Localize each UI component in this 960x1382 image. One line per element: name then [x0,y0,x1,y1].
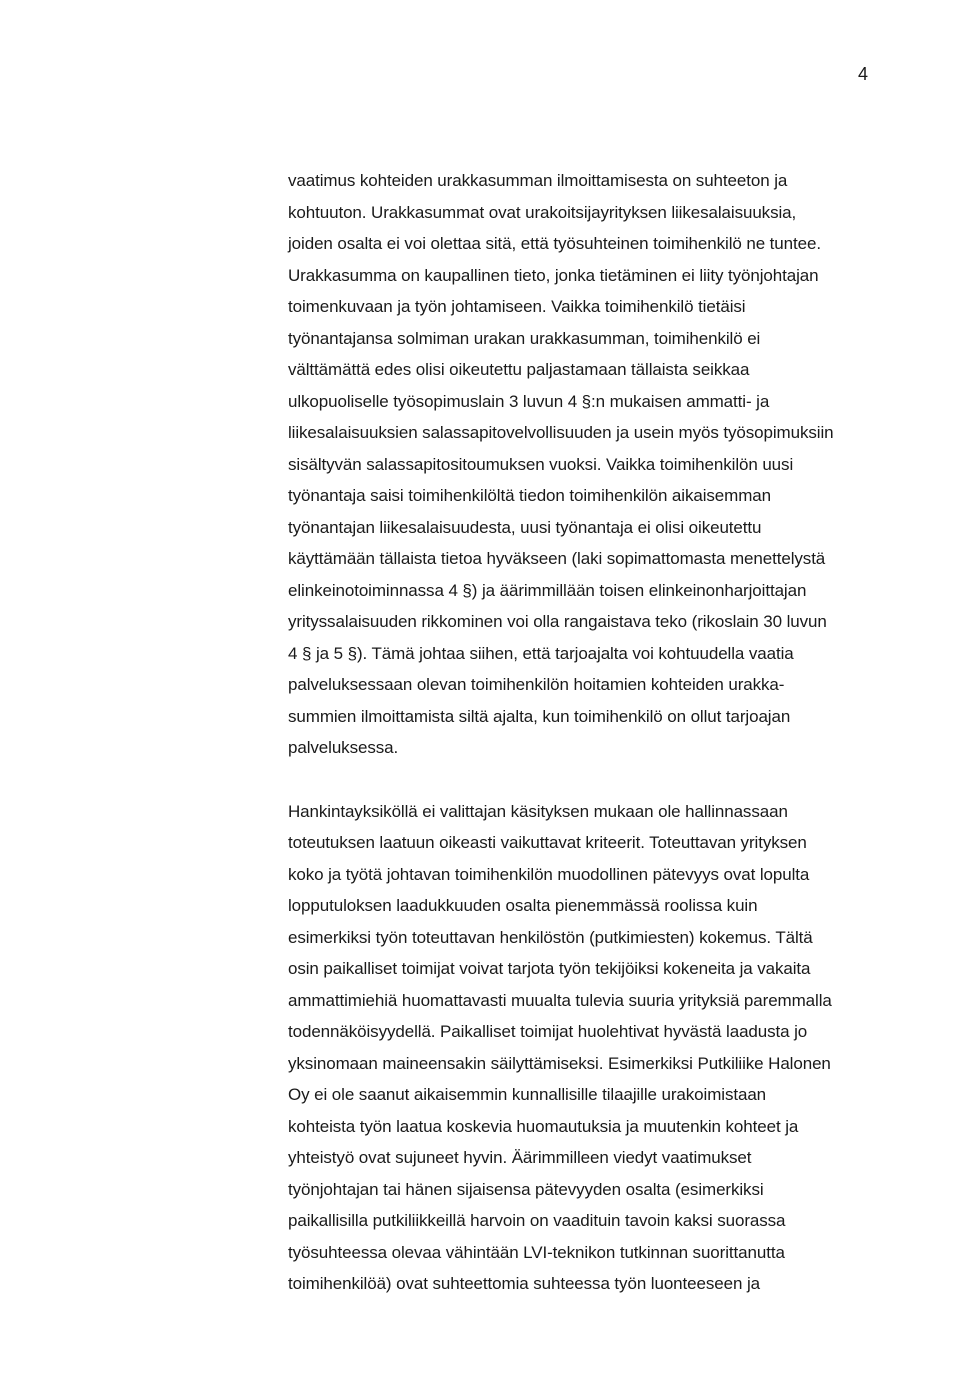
text-line: yksinomaan maineensakin säilyttämiseksi. Esimerkiksi Putkiliike Halonen [288,1053,831,1073]
text-line: kohtuuton. Urakkasummat ovat urakoitsijayrityksen liikesalaisuuksia, [288,202,797,222]
text-line: elinkeinotoiminnassa 4 §) ja äärimmillään toisen elinkeinonharjoittajan [288,580,807,600]
text-line: työsuhteessa olevaa vähintään LVI-teknikon tutkinnan suorittanutta [288,1242,785,1262]
text-line: työnantaja saisi toimihenkilöltä tiedon toimihenkilön aikaisemman [288,486,771,505]
text-line: sisältyvän salassapitositoumuksen vuoksi. Vaikka toimihenkilön uusi [288,454,794,474]
text-line: ulkopuoliselle työsopimuslain 3 luvun 4 §:n mukaisen ammatti- ja [288,391,770,411]
text-line: toimihenkilöä) ovat suhteettomia suhteessa työn luonteeseen ja [288,1274,760,1293]
text-line: 4 § ja 5 §). Tämä johtaa siihen, että tarjoajalta voi kohtuudella vaatia [288,643,794,663]
text-line: osin paikalliset toimijat voivat tarjota työn tekijöiksi kokeneita ja vakaita [288,959,811,978]
text-line: liikesalaisuuksien salassapitovelvollisuuden ja usein myös työsopimuksiin [288,423,834,442]
paragraph-1 [288,165,888,764]
text-line: työnjohtajan tai hänen sijaisensa pätevyyden osalta (esimerkiksi [288,1179,764,1199]
text-line: Hankintayksiköllä ei valittajan käsityksen mukaan ole hallinnassaan [288,801,788,821]
page-number: 4 [857,64,868,84]
text-line: ammattimiehiä huomattavasti muualta tulevia suuria yrityksiä paremmalla [288,990,832,1010]
text-line: summien ilmoittamista siltä ajalta, kun toimihenkilö on ollut tarjoajan [288,706,791,726]
document-body [288,165,888,1300]
text-line: joiden osalta ei voi olettaa sitä, että työsuhteinen toimihenkilö ne tuntee. [288,234,821,253]
text-line: työnantajansa solmiman urakan urakkasumman, toimihenkilö ei [288,328,761,348]
text-line: yhteistyö ovat sujuneet hyvin. Äärimmilleen viedyt vaatimukset [288,1148,752,1167]
text-line: todennäköisyydellä. Paikalliset toimijat huolehtivat hyvästä laadusta jo [288,1022,808,1041]
text-line: vaatimus kohteiden urakkasumman ilmoittamisesta on suhteeton ja [288,171,788,190]
text-line: Urakkasumma on kaupallinen tieto, jonka tietäminen ei liity työnjohtajan [288,265,819,285]
text-line: kohteista työn laatua koskevia huomautuksia ja muutenkin kohteet ja [288,1116,799,1136]
text-line: palveluksessa. [288,738,399,757]
text-line: lopputuloksen laadukkuuden osalta pienemmässä roolissa kuin [288,896,758,915]
paragraph-2 [288,796,888,1300]
text-line: yrityssalaisuuden rikkominen voi olla rangaistava teko (rikoslain 30 luvun [288,612,827,631]
text-line: käyttämään tällaista tietoa hyväkseen (laki sopimattomasta menettelystä [288,549,826,568]
text-line: työnantajan liikesalaisuudesta, uusi työnantaja ei olisi oikeutettu [288,517,762,537]
text-line: koko ja työtä johtavan toimihenkilön muodollinen pätevyys ovat lopulta [288,864,810,884]
text-line: toteutuksen laatuun oikeasti vaikuttavat kriteerit. Toteuttavan yrityksen [288,833,807,852]
text-line: toimenkuvaan ja työn johtamiseen. Vaikka toimihenkilö tietäisi [288,297,746,316]
text-line: esimerkiksi työn toteuttavan henkilöstön (putkimiesten) kokemus. Tältä [288,927,813,947]
text-line: välttämättä edes olisi oikeutettu paljastamaan tällaista seikkaa [288,360,750,379]
text-line: paikallisilla putkiliikkeillä harvoin on vaadituin tavoin kaksi suorassa [288,1211,786,1230]
text-line: Oy ei ole saanut aikaisemmin kunnallisille tilaajille urakoimistaan [288,1085,767,1104]
text-line: palveluksessaan olevan toimihenkilön hoitamien kohteiden urakka- [288,675,785,694]
